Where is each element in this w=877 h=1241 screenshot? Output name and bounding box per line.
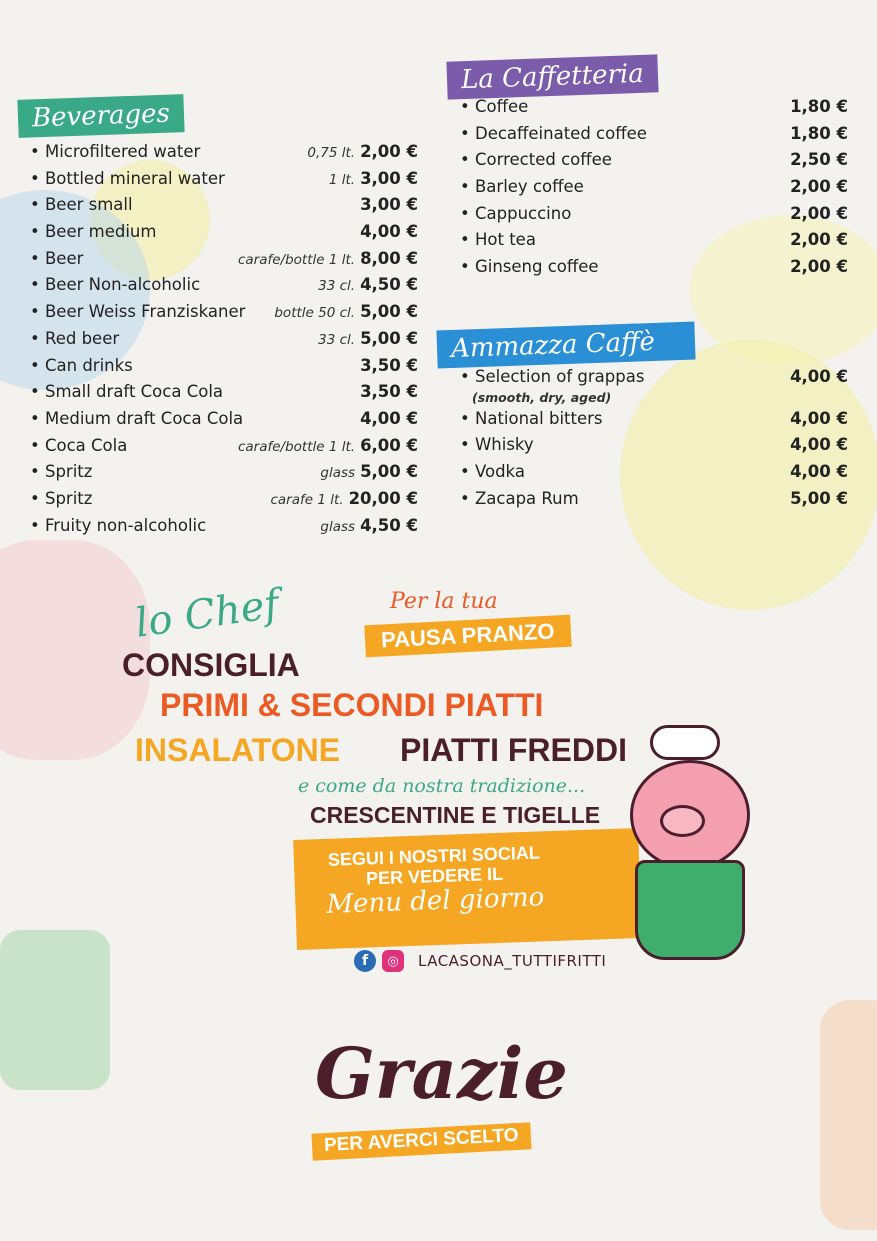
item-price: 4,00 €	[790, 367, 848, 386]
item-unit: carafe/bottle 1 lt.	[237, 251, 356, 268]
item-name: • Decaffeinated coffee	[460, 124, 790, 143]
caffetteria-heading: La Caffetteria	[446, 54, 658, 99]
menu-item	[460, 97, 848, 124]
menu-item	[460, 150, 848, 177]
menu-item	[30, 249, 418, 276]
item-unit: glass	[320, 465, 356, 482]
item-name: • Medium draft Coca Cola	[30, 409, 360, 428]
item-price: 6,00 €	[360, 435, 418, 455]
item-price: 4,50 €	[360, 275, 418, 295]
item-price: 5,00 €	[790, 488, 848, 508]
menu-item	[30, 382, 418, 409]
item-price: 3,00 €	[360, 195, 418, 215]
item-name: • Microfiltered water	[30, 142, 307, 161]
menu-item	[30, 275, 418, 302]
item-price: 2,50 €	[790, 150, 848, 170]
item-name: • Coca Cola	[30, 436, 238, 455]
menu-item	[30, 516, 418, 543]
item-price: 8,00 €	[360, 248, 418, 268]
item-name: • Small draft Coca Cola	[30, 382, 360, 401]
item-unit: glass	[320, 518, 356, 535]
item-unit: 33 cl.	[318, 278, 356, 295]
pausa-pranzo-banner: PAUSA PRANZO	[364, 615, 571, 658]
pig-mascot	[600, 725, 775, 965]
menu-item	[30, 169, 418, 196]
item-name: • Beer Weiss Franziskaner	[30, 302, 274, 321]
item-name: • Spritz	[30, 489, 270, 508]
item-price: 5,00 €	[360, 462, 418, 482]
item-name: • Hot tea	[460, 230, 790, 249]
item-unit: carafe 1 lt.	[270, 491, 344, 508]
item-name: • Corrected coffee	[460, 150, 790, 169]
menu-item	[30, 409, 418, 436]
item-note: (smooth, dry, aged)	[472, 389, 612, 405]
social-handle: LACASONA_TUTTIFRITTI	[418, 952, 607, 970]
menu-item	[460, 257, 848, 284]
per-la-tua-text: Per la tua	[390, 589, 498, 614]
menu-item	[30, 142, 418, 169]
item-unit: 0,75 lt.	[307, 145, 356, 161]
item-name: • Bottled mineral water	[30, 169, 329, 188]
item-unit: carafe/bottle 1 lt.	[237, 438, 356, 455]
caffetteria-list	[460, 97, 848, 284]
menu-item	[460, 177, 848, 204]
item-unit: bottle 50 cl.	[274, 305, 356, 322]
item-name: • Fruity non-alcoholic	[30, 516, 320, 535]
tradizione-text: e come da nostra tradizione...	[298, 775, 586, 797]
menu-item	[460, 462, 848, 489]
per-averci-scelto-banner: PER AVERCI SCELTO	[311, 1122, 531, 1160]
menu-item	[460, 204, 848, 231]
item-price: 3,50 €	[360, 355, 418, 375]
item-price: 2,00 €	[360, 142, 418, 161]
item-price: 1,80 €	[790, 123, 848, 143]
item-name: • Coffee	[460, 97, 790, 116]
beverages-heading: Beverages	[17, 94, 184, 138]
item-name: • Ginseng coffee	[460, 257, 790, 276]
menu-item	[30, 489, 418, 516]
social-row[interactable]	[354, 950, 606, 972]
item-price: 2,00 €	[790, 257, 848, 277]
item-price: 20,00 €	[348, 488, 418, 508]
ammazza-list	[460, 367, 848, 515]
item-name: • Spritz	[30, 462, 320, 481]
item-price: 4,00 €	[360, 222, 418, 242]
item-price: 4,00 €	[790, 408, 848, 428]
item-unit: 33 cl.	[318, 331, 356, 348]
item-name: • Zacapa Rum	[460, 489, 790, 508]
item-name: • National bitters	[460, 409, 790, 428]
primi-secondi-text: PRIMI & SECONDI PIATTI	[160, 687, 544, 723]
ammazza-heading: Ammazza Caffè	[436, 322, 695, 369]
insalatone-text: INSALATONE	[135, 732, 341, 768]
grazie-text: Grazie	[315, 1032, 568, 1115]
item-price: 2,00 €	[790, 203, 848, 223]
item-name: • Beer Non-alcoholic	[30, 275, 318, 294]
menu-item	[30, 462, 418, 489]
item-price: 4,00 €	[360, 408, 418, 428]
instagram-icon[interactable]: ◎	[382, 950, 404, 972]
item-price: 5,00 €	[360, 302, 418, 322]
item-name: • Cappuccino	[460, 204, 790, 223]
item-name: • Selection of grappas	[460, 367, 790, 386]
item-unit: 1 lt.	[328, 171, 356, 188]
item-price: 5,00 €	[360, 328, 418, 348]
menu-del-giorno-text: Menu del giorno	[326, 881, 545, 920]
menu-item	[30, 302, 418, 329]
menu-item	[460, 435, 848, 462]
item-name: • Barley coffee	[460, 177, 790, 196]
segui-line-1: SEGUI I NOSTRI SOCIAL	[327, 842, 541, 870]
piatti-freddi-text: PIATTI FREDDI	[400, 732, 627, 768]
menu-item	[30, 195, 418, 222]
item-price: 4,00 €	[790, 435, 848, 455]
item-name: • Beer medium	[30, 222, 360, 241]
item-price: 1,80 €	[790, 97, 848, 116]
peach-shape	[820, 1000, 877, 1230]
menu-item	[30, 356, 418, 383]
menu-item	[460, 409, 848, 436]
item-name: • Vodka	[460, 462, 790, 481]
menu-item	[30, 329, 418, 356]
menu-item	[30, 222, 418, 249]
menu-item	[460, 489, 848, 516]
menu-item	[460, 230, 848, 257]
item-price: 4,50 €	[360, 515, 418, 535]
item-price: 2,00 €	[790, 230, 848, 250]
item-name: • Red beer	[30, 329, 318, 348]
consiglia-text: CONSIGLIA	[122, 647, 300, 683]
lo-chef-text: lo Chef	[132, 581, 282, 647]
segui-line-2: PER VEDERE IL	[365, 863, 504, 889]
item-name: • Beer small	[30, 195, 360, 214]
item-price: 2,00 €	[790, 177, 848, 197]
menu-item	[460, 124, 848, 151]
menu-item	[30, 436, 418, 463]
item-price: 3,00 €	[360, 168, 418, 188]
item-name: • Can drinks	[30, 356, 360, 375]
item-name: • Whisky	[460, 435, 790, 454]
crescentine-text: CRESCENTINE E TIGELLE	[310, 802, 601, 828]
social-banner	[293, 828, 642, 950]
green-board	[0, 930, 110, 1090]
item-name: • Beer	[30, 249, 238, 268]
beverages-list	[30, 142, 418, 542]
item-price: 3,50 €	[360, 382, 418, 402]
facebook-icon[interactable]: f	[354, 950, 376, 972]
item-price: 4,00 €	[790, 462, 848, 482]
